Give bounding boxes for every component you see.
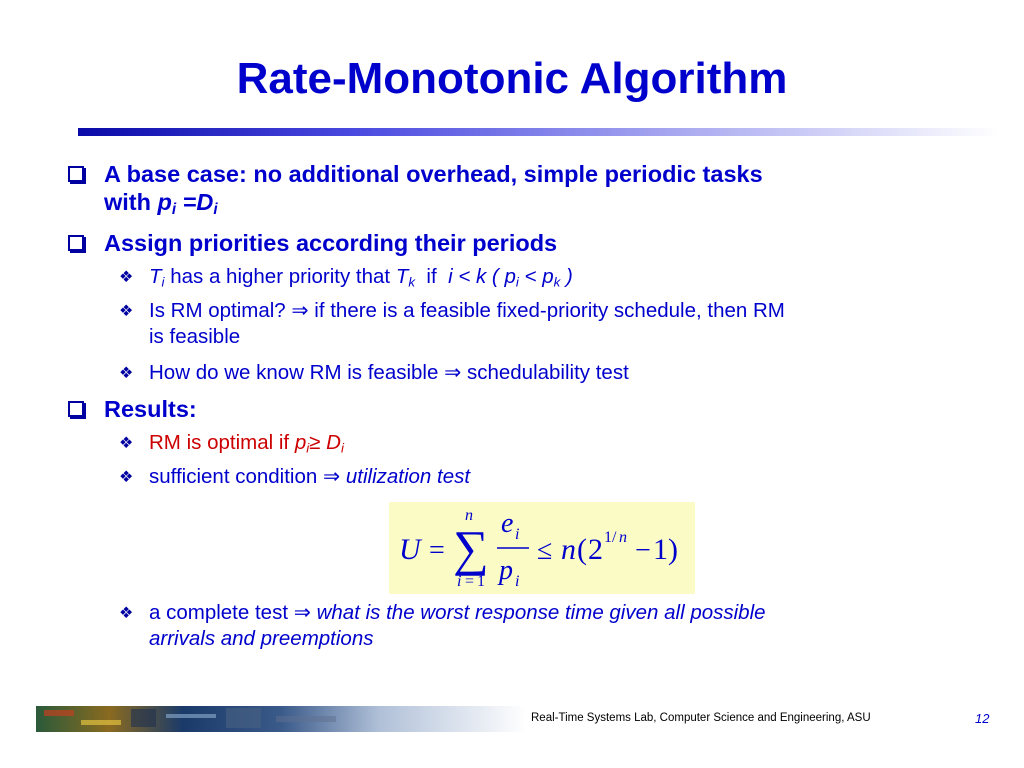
text-worst-response: what is the worst response time given all possible [316,601,766,624]
text-rm-optimal-if: RM is optimal if [149,431,295,454]
cond-part: ) [560,265,573,288]
complete-test-line2: arrivals and preemptions [149,627,374,650]
sigma-lower-i: i [457,573,462,590]
diamond-bullet-icon: ❖ [119,303,134,320]
var-t: T [149,265,162,288]
bullet-results [104,395,197,423]
var-t: T [395,265,409,288]
formula-u: U [399,533,421,566]
formula-exp-n: n [619,529,627,546]
diamond-bullet-icon: ❖ [119,435,134,452]
formula-le: ≤ [537,535,553,566]
utilization-formula [389,502,695,594]
formula-p: p [499,555,513,586]
text-utilization-test: utilization test [345,465,471,488]
formula-minus: − [635,535,651,566]
formula-exp: 1/ [604,529,617,546]
sub-bullet-sufficient-condition [119,464,471,490]
how-feasible-text: How do we know RM is feasible ⇒ schedulability test [149,361,629,384]
text-sufficient-condition: sufficient condition ⇒ [149,465,346,488]
title-underline [78,128,1000,136]
diamond-bullet-icon: ❖ [119,469,134,486]
var-eq-d: =D [176,189,214,215]
formula-p-sub: i [515,573,520,590]
square-bullet-icon [68,401,84,417]
sub-bullet-rm-optimal [119,298,785,350]
square-bullet-icon [68,166,84,182]
text-complete-test: a complete test ⇒ [149,601,317,624]
bullet-assign-priorities-text: Assign priorities according their periods [104,230,558,256]
sub-i: i [515,274,519,290]
formula-e: e [501,508,514,539]
sigma-lower-eq: = [465,573,475,590]
bullet-base-case-line2 [104,188,763,216]
sub-k: k [408,274,416,290]
slide-title: Rate-Monotonic Algorithm [236,54,788,103]
formula-lparen: ( [577,533,587,566]
diamond-bullet-icon: ❖ [119,365,134,382]
diamond-bullet-icon: ❖ [119,605,134,622]
sub-i: i [340,440,344,456]
formula-n: n [561,533,576,566]
bullet-assign-priorities [104,229,557,257]
footer-hardware-image [36,706,526,732]
text-mid: has a higher priority that [164,265,396,288]
cond-part: i < k ( p [448,265,516,288]
sub-i: i [213,200,218,218]
ge-symbol: ≥ [309,431,327,454]
page-number: 12 [975,711,990,726]
square-bullet-icon [68,235,84,251]
sub-bullet-rm-optimal-if [119,430,344,456]
rm-optimal-line2: is feasible [149,325,241,348]
sub-i: i [161,274,165,290]
formula-rparen: 1) [653,533,678,566]
formula-e-sub: i [515,526,520,543]
sub-i: i [171,200,177,218]
sub-bullet-higher-priority [119,264,573,290]
footer-lab-credit: Real-Time Systems Lab, Computer Science and Engineering, ASU [531,712,871,724]
formula-two: 2 [588,533,603,566]
complete-test-line1 [149,600,766,626]
cond-part: < p [518,265,554,288]
sub-i: i [306,440,310,456]
bullet-base-case [104,160,763,216]
diamond-bullet-icon: ❖ [119,269,134,286]
sigma-lower-one: 1 [477,573,485,590]
bullet-base-case-line1: A base case: no additional overhead, simple periodic tasks [104,161,763,187]
bullet-results-text: Results: [104,396,197,422]
sigma-icon: ∑ [453,520,489,576]
var-d: D [326,431,341,454]
formula-equals: = [429,535,445,566]
var-p: p [294,431,307,454]
rm-optimal-line1: Is RM optimal? ⇒ if there is a feasible fixed-priority schedule, then RM [149,299,785,322]
sub-bullet-how-feasible [119,360,629,386]
sigma-upper-n: n [465,507,473,524]
sub-k: k [553,274,561,290]
var-p: p [157,189,172,215]
sub-bullet-complete-test [119,600,766,652]
text-with: with [104,189,158,215]
text-if: if [415,265,449,288]
